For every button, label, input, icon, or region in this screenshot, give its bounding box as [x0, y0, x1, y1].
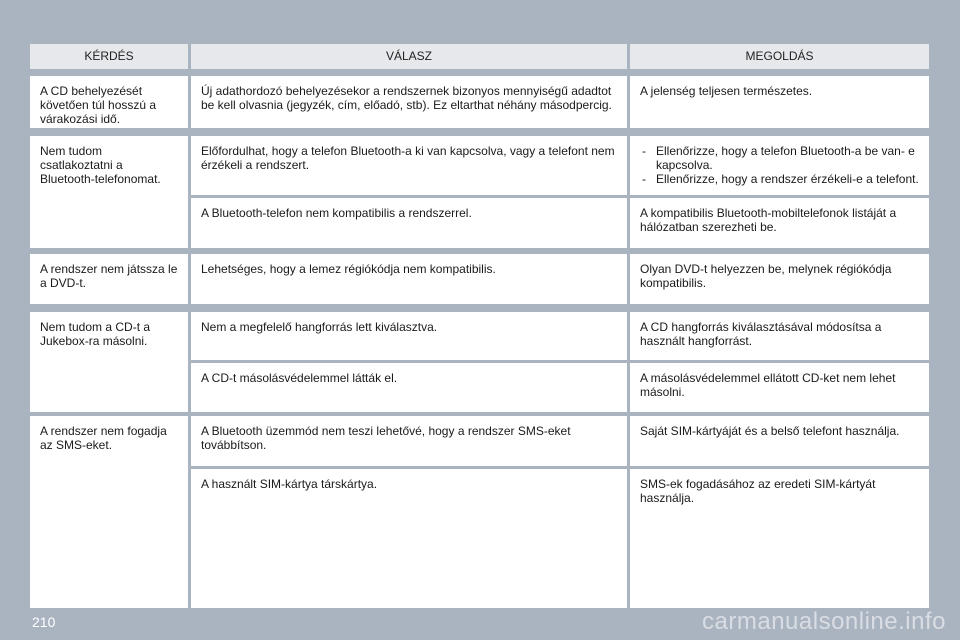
solution-list-item: - Ellenőrizze, hogy a rendszer érzékeli-e a telefont. [640, 172, 919, 186]
solution-list [640, 144, 919, 186]
question-cell: A CD behelyezését követően túl hosszú a várakozási idő. [30, 76, 188, 128]
page-number: 210 [32, 614, 56, 630]
header-question: KÉRDÉS [30, 44, 188, 69]
answer-cell: Lehetséges, hogy a lemez régiókódja nem kompatibilis. [191, 254, 627, 304]
solution-list-item: - Ellenőrizze, hogy a telefon Bluetooth-a be van- e kapcsolva. [640, 144, 919, 172]
watermark: carmanualsonline.info [702, 608, 946, 635]
answer-cell: A Bluetooth üzemmód nem teszi lehetővé, hogy a rendszer SMS-eket továbbítson. [191, 416, 627, 466]
answer-cell: Előfordulhat, hogy a telefon Bluetooth-a ki van kapcsolva, vagy a telefont nem érzékeli a rendszert. [191, 136, 627, 195]
header-solution: MEGOLDÁS [630, 44, 929, 69]
solution-cell: SMS-ek fogadásához az eredeti SIM-kártyát használja. [630, 469, 929, 608]
answer-cell: Nem a megfelelő hangforrás lett kiválasztva. [191, 312, 627, 360]
answer-cell: A használt SIM-kártya társkártya. [191, 469, 627, 608]
question-cell: Nem tudom csatlakoztatni a Bluetooth-telefonomat. [30, 136, 188, 248]
solution-cell: Saját SIM-kártyáját és a belső telefont használja. [630, 416, 929, 466]
answer-cell: A Bluetooth-telefon nem kompatibilis a rendszerrel. [191, 198, 627, 248]
solution-cell: A kompatibilis Bluetooth-mobiltelefonok listáját a hálózatban szerezheti be. [630, 198, 929, 248]
answer-cell: A CD-t másolásvédelemmel látták el. [191, 363, 627, 412]
question-cell: A rendszer nem fogadja az SMS-eket. [30, 416, 188, 608]
question-cell: Nem tudom a CD-t a Jukebox-ra másolni. [30, 312, 188, 412]
answer-cell: Új adathordozó behelyezésekor a rendszernek bizonyos mennyiségű adadtot be kell olvasnia (jegyzék, cím, előadó, stb). Ez eltarthat néhány másodpercig. [191, 76, 627, 128]
solution-cell: A jelenség teljesen természetes. [630, 76, 929, 128]
question-cell: A rendszer nem játssza le a DVD-t. [30, 254, 188, 304]
header-answer: VÁLASZ [191, 44, 627, 69]
solution-cell: Olyan DVD-t helyezzen be, melynek régiókódja kompatibilis. [630, 254, 929, 304]
solution-cell [630, 136, 929, 195]
solution-cell: A másolásvédelemmel ellátott CD-ket nem lehet másolni. [630, 363, 929, 412]
solution-cell: A CD hangforrás kiválasztásával módosítsa a használt hangforrást. [630, 312, 929, 360]
